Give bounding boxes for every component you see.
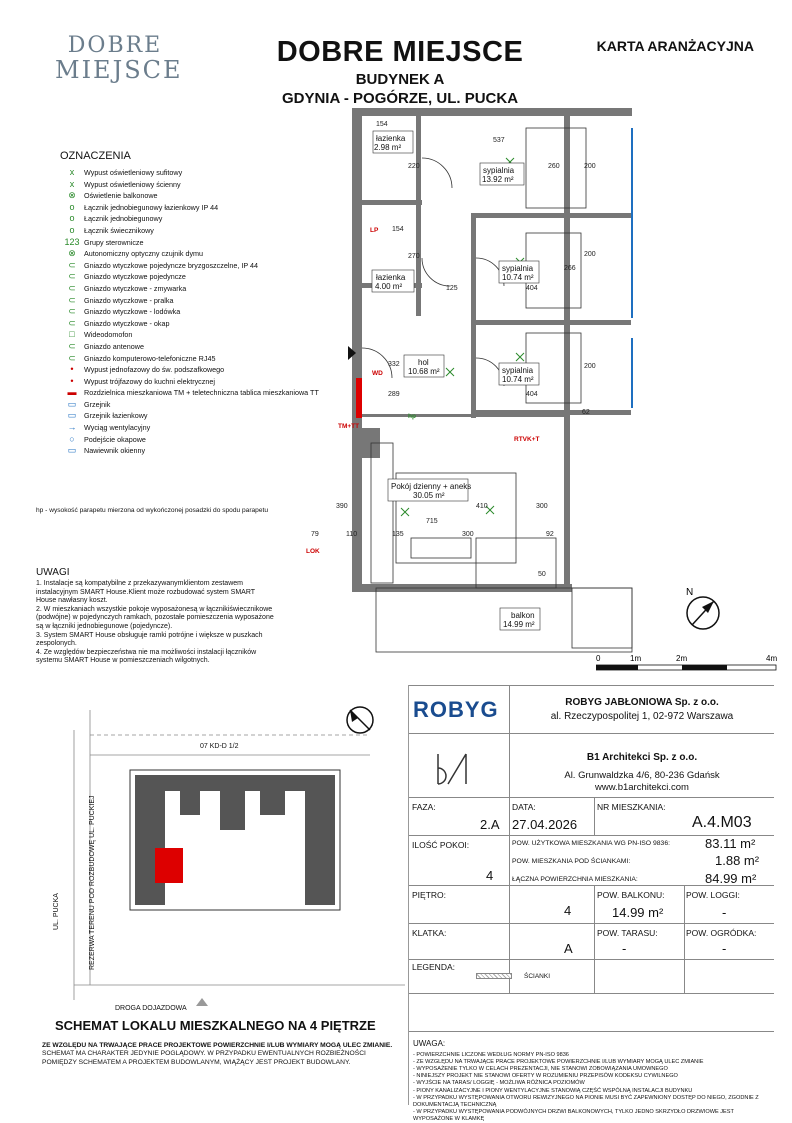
legend-symbol-icon: ▭ bbox=[67, 445, 77, 456]
address-label: GDYNIA - POGÓRZE, UL. PUCKA bbox=[281, 90, 519, 107]
room-area: 30.05 m² bbox=[413, 491, 445, 500]
legend-symbol-icon: 123 bbox=[64, 236, 80, 247]
legend-label: Oświetlenie balkonowe bbox=[84, 191, 158, 201]
room-area: 2.98 m² bbox=[374, 143, 402, 152]
robyg-logo: ROBYG bbox=[413, 697, 499, 722]
pu-label: POW. UŻYTKOWA MIESZKANIA WG PN-ISO 9836: bbox=[512, 840, 670, 847]
floor-plan bbox=[296, 98, 646, 658]
road-label: REZERWA TERENU POD ROZBUDOWĘ UL. PUCKIEJ bbox=[89, 795, 96, 970]
legend-item bbox=[60, 295, 320, 307]
header bbox=[200, 36, 600, 107]
pokoi-value: 4 bbox=[486, 868, 494, 883]
legend-label: Gniazdo antenowe bbox=[84, 341, 144, 351]
taras-label: POW. TARASU: bbox=[597, 928, 658, 938]
site-north-icon bbox=[347, 707, 373, 733]
room-label: sypialnia bbox=[502, 264, 534, 273]
uwagi-title: UWAGI bbox=[36, 567, 70, 578]
klatka-label: KLATKA: bbox=[412, 928, 447, 938]
scale-label: 0 bbox=[596, 655, 601, 663]
legend-label: Łącznik świecznikowy bbox=[84, 225, 154, 235]
schemat-title: SCHEMAT LOKALU MIESZKALNEGO NA 4 PIĘTRZE bbox=[55, 1018, 376, 1033]
b1-logo-icon bbox=[432, 750, 472, 790]
scale-label: 1m bbox=[630, 655, 642, 663]
loggia-value: - bbox=[722, 905, 727, 920]
dim: 715 bbox=[426, 518, 438, 525]
psc-label: POW. MIESZKANIA POD ŚCIANKAMI: bbox=[512, 858, 631, 865]
logo bbox=[55, 33, 183, 84]
legend-label: Gniazdo wtyczkowe - okap bbox=[84, 318, 170, 328]
legend-label: Gniazdo wtyczkowe pojedyncze bryzgoszczelne, IP 44 bbox=[84, 260, 259, 270]
balkon-label: POW. BALKONU: bbox=[597, 890, 665, 900]
legend-item bbox=[60, 306, 320, 318]
legend-symbol-icon: • bbox=[70, 364, 74, 375]
legend-list bbox=[60, 167, 320, 457]
legend-symbol-icon: o bbox=[69, 213, 75, 224]
legend-symbol-icon: ⊂ bbox=[68, 340, 76, 351]
dim: 220 bbox=[408, 163, 420, 170]
legend-label: Wypust oświetleniowy sufitowy bbox=[84, 168, 183, 177]
road-label: DROGA DOJAZDOWA bbox=[115, 1005, 187, 1012]
legend-item bbox=[60, 283, 320, 295]
dim: 404 bbox=[526, 391, 538, 398]
legend-symbol-icon: ⊂ bbox=[68, 352, 76, 363]
legend-symbol-icon: o bbox=[69, 201, 75, 212]
pietro-value: 4 bbox=[564, 903, 572, 918]
lp-mark: LP bbox=[370, 227, 379, 234]
legend-item bbox=[60, 353, 320, 365]
legend-label: Gniazdo wtyczkowe - lodówka bbox=[84, 307, 181, 317]
legend-symbol-icon: o bbox=[69, 224, 75, 235]
dim: 110 bbox=[346, 531, 358, 538]
uwagi-list bbox=[36, 580, 276, 666]
lok-mark: LOK bbox=[306, 548, 320, 555]
legend-label: Wypust jednofazowy do św. podszafkowego bbox=[84, 365, 225, 375]
legend-item bbox=[60, 445, 320, 457]
north-arrow-icon bbox=[678, 585, 728, 635]
room-area: 4.00 m² bbox=[375, 282, 403, 291]
nr-label: NR MIESZKANIA: bbox=[597, 802, 666, 812]
legend-symbol-icon: x bbox=[69, 167, 75, 177]
dim: 200 bbox=[584, 251, 596, 258]
legend-symbol-icon: ⊂ bbox=[68, 317, 76, 328]
room-label: Pokój dzienny + aneks bbox=[391, 482, 472, 491]
pu-value: 83.11 m² bbox=[705, 836, 756, 851]
uwagi-item: 1. Instalacje są kompatybilne z przekazywanymklientom zestawem instalacyjnym SMART House.Klient może rozbudować system SMART House nawłasny koszt. bbox=[36, 580, 255, 605]
legend-item bbox=[60, 237, 320, 249]
nr-value: A.4.M03 bbox=[692, 814, 752, 831]
tm-mark: TM+TT bbox=[338, 423, 360, 430]
legend-item bbox=[60, 434, 320, 446]
dim: 332 bbox=[388, 361, 400, 368]
room-area: 10.74 m² bbox=[502, 273, 534, 282]
tm-panel bbox=[356, 378, 362, 418]
data-label: DATA: bbox=[512, 802, 536, 812]
dim: 135 bbox=[392, 531, 404, 538]
schemat-notes bbox=[42, 1042, 397, 1067]
legend-symbol-icon: ○ bbox=[69, 433, 75, 444]
legend-item bbox=[60, 190, 320, 202]
taras-value: - bbox=[622, 941, 627, 956]
legend-label: Wypust trójfazowy do kuchni elektrycznej bbox=[84, 376, 215, 386]
developer-address: al. Rzeczypospolitej 1, 02-972 Warszawa bbox=[550, 711, 734, 722]
uwaga-item: - W PRZYPADKU WYSTĘPOWANIA PODWÓJNYCH DRZWI BALKONOWYCH, TYLKO JEDNO SKRZYDŁO DRZWIOWE JEST WYPOSAŻONE W KLAMKĘ bbox=[413, 1108, 734, 1122]
dim: 537 bbox=[493, 137, 505, 144]
legend-label: Gniazdo wtyczkowe pojedyncze bbox=[84, 272, 186, 282]
room-label: łazienka bbox=[376, 273, 406, 282]
dim: 125 bbox=[446, 285, 458, 292]
dim: 300 bbox=[536, 503, 548, 510]
legend-symbol-icon: ⊗ bbox=[68, 248, 76, 259]
room-label: sypialnia bbox=[502, 366, 534, 375]
sciank-label: ŚCIANKI bbox=[524, 973, 551, 980]
hp-mark: hp bbox=[408, 413, 416, 420]
architect-name: B1 Architekci Sp. z o.o. bbox=[586, 752, 698, 763]
room-area: 10.74 m² bbox=[502, 375, 534, 384]
legend-symbol-icon: ⊂ bbox=[68, 259, 76, 270]
legend-item bbox=[60, 318, 320, 330]
legenda-label: LEGENDA: bbox=[412, 962, 455, 972]
dim: 50 bbox=[538, 571, 546, 578]
wall-hatch-icon bbox=[476, 973, 512, 979]
pl-label: ŁĄCZNA POWIERZCHNIA MIESZKANIA: bbox=[512, 876, 638, 883]
uwagi-item: 2. W mieszkaniach wszystkie pokoje wyposażonesą w łącznikiświecznikowe (podwójne) w pojedynczych ramkach, pozostałe pomieszczenia wyposażone są w łączniki jednobiegunowe (pojedyncze). bbox=[36, 605, 274, 630]
faza-label: FAZA: bbox=[412, 802, 436, 812]
architect-web: www.b1architekci.com bbox=[595, 782, 689, 793]
uwagi-item: 4. Ze względów bezpieczeństwa nie ma możliwości instalacji łączników systemu SMART House w pomieszczeniach wilgotnych. bbox=[36, 648, 257, 665]
apartment-highlight bbox=[155, 848, 183, 883]
legend-item bbox=[60, 225, 320, 237]
legend-item bbox=[60, 364, 320, 376]
page-title: DOBRE MIEJSCE bbox=[276, 36, 524, 68]
legend-item bbox=[60, 213, 320, 225]
scale-label: 2m bbox=[676, 655, 688, 663]
legend-symbol-icon: ▭ bbox=[67, 410, 77, 421]
legend-item bbox=[60, 179, 320, 191]
legend-item bbox=[60, 376, 320, 388]
klatka-value: A bbox=[564, 941, 573, 956]
legend-label: Gniazdo wtyczkowe - zmywarka bbox=[84, 283, 187, 293]
legend-symbol-icon: x bbox=[69, 178, 75, 189]
legend-symbol-icon: ▭ bbox=[67, 398, 77, 409]
dim: 200 bbox=[584, 163, 596, 170]
pietro-label: PIĘTRO: bbox=[412, 890, 447, 900]
legend-label: Wyciąg wentylacyjny bbox=[84, 423, 151, 433]
legend-label: Gniazdo wtyczkowe - pralka bbox=[84, 295, 174, 305]
uwagi-item: 3. System SMART House obsługuje ramki potrójne i większe w puszkach zespolonych. bbox=[36, 631, 263, 648]
uwaga-item: - NINIEJSZY PROJEKT NIE STANOWI OFERTY W ROZUMIENIU PRZEPISÓW KODEKSU CYWILNEGO bbox=[413, 1073, 678, 1080]
legend-item bbox=[60, 167, 320, 179]
scale-bar bbox=[596, 655, 781, 677]
room-area: 10.68 m² bbox=[408, 367, 440, 376]
legend-label: Łącznik jednobiegunowy bbox=[84, 214, 163, 224]
dim: 260 bbox=[548, 163, 560, 170]
dim: 92 bbox=[546, 531, 554, 538]
legend-label: Wypust oświetleniowy ścienny bbox=[84, 179, 181, 189]
compass-n: N bbox=[686, 587, 694, 598]
card-title: KARTA ARANŻACYJNA bbox=[596, 38, 754, 54]
legend-item bbox=[60, 422, 320, 434]
balkon-value: 14.99 m² bbox=[612, 905, 664, 920]
legend-label: Grzejnik bbox=[84, 399, 111, 409]
architect-address: Al. Grunwaldzka 4/6, 80-236 Gdańsk bbox=[564, 770, 720, 781]
legend-item bbox=[60, 329, 320, 341]
psc-value: 1.88 m² bbox=[715, 853, 760, 868]
legend-label: Grupy sterownicze bbox=[84, 237, 144, 247]
ogrodek-label: POW. OGRÓDKA: bbox=[686, 928, 757, 938]
legend-item bbox=[60, 387, 320, 399]
schemat-note: SCHEMAT MA CHARAKTER JEDYNIE POGLĄDOWY. W PRZYPADKU EWENTUALNYCH ROZBIEŻNOŚCI POMIĘDZY SCHEMATEM A PROJEKTEM BUDOWLANYM, WIĄŻĄCY JEST PROJEKT BUDOWLANY. bbox=[42, 1050, 366, 1066]
legend-symbol-icon: ⊂ bbox=[68, 271, 76, 282]
dim: 79 bbox=[311, 531, 319, 538]
legend-item bbox=[60, 410, 320, 422]
faza-value: 2.A bbox=[480, 817, 500, 832]
uwaga-item: - ZE WZGLĘDU NA TRWAJĄCE PRACE PROJEKTOWE POWIERZCHNIE I/LUB WYMIARY MOGĄ ULEC ZMIANIE bbox=[413, 1059, 704, 1066]
legend-label: Autonomiczny optyczny czujnik dymu bbox=[84, 249, 204, 259]
legend-label: Nawiewnik okienny bbox=[84, 446, 146, 456]
legend-label: Wideodomofon bbox=[84, 330, 133, 340]
legend-label: Gniazdo komputerowo-telefoniczne RJ45 bbox=[84, 353, 216, 363]
ogrodek-value: - bbox=[722, 941, 727, 956]
pl-value: 84.99 m² bbox=[705, 871, 757, 886]
legend-symbol-icon: • bbox=[70, 375, 74, 386]
dim: 410 bbox=[476, 503, 488, 510]
legend-symbol-icon: ⊗ bbox=[68, 190, 76, 201]
legend-label: Rozdzielnica mieszkaniowa TM + teletechniczna tablica mieszkaniowa TT bbox=[84, 388, 319, 398]
dim: 154 bbox=[392, 226, 404, 233]
uwaga-item: - WYPOSAŻENIE TYLKO W CELACH PREZENTACJI, NIE STANOWI ZOBOWIĄZANIA UMOWNEGO bbox=[413, 1066, 668, 1073]
legend-symbol-icon: ⊂ bbox=[68, 306, 76, 317]
legend-label: Podejście okapowe bbox=[84, 434, 146, 444]
uwaga-item: - W PRZYPADKU WYSTĘPOWANIA OTWORU REWIZYJNEGO NA PIONIE MUSI BYĆ ZAPEWNIONY DOSTĘP DO NIEGO, ZGODNIE Z DOKUMENTACJĄ TECHNICZNĄ bbox=[413, 1094, 759, 1108]
developer-name: ROBYG JABŁONIOWA Sp. z o.o. bbox=[565, 697, 719, 708]
logo-line2: MIEJSCE bbox=[55, 56, 183, 84]
logo-line1: DOBRE bbox=[67, 33, 163, 58]
legend-label: Łącznik jednobiegunowy łazienkowy IP 44 bbox=[84, 202, 219, 212]
dim: 270 bbox=[408, 253, 420, 260]
road-label: UL. PUCKA bbox=[53, 893, 60, 930]
dim: 200 bbox=[584, 363, 596, 370]
legend-item bbox=[60, 248, 320, 260]
dim: 289 bbox=[388, 391, 400, 398]
pokoi-label: ILOŚĆ POKOI: bbox=[412, 840, 470, 850]
schemat-note: ZE WZGLĘDU NA TRWAJĄCE PRACE PROJEKTOWE POWIERZCHNIE I/LUB WYMIARY MOGĄ ULEC ZMIANIE. bbox=[42, 1042, 393, 1049]
legend-item bbox=[60, 202, 320, 214]
loggia-label: POW. LOGGI: bbox=[686, 890, 740, 900]
uwaga-item: - PIONY KANALIZACYJNE I PIONY WENTYLACYJNE STANOWIĄ CZĘŚĆ WSPÓLNĄ INSTALACJI BUDYNKU bbox=[413, 1087, 693, 1094]
room-label: sypialnia bbox=[483, 166, 515, 175]
data-value: 27.04.2026 bbox=[512, 817, 578, 832]
hp-note: hp - wysokość parapetu mierzona od wykończonej posadzki do spodu parapetu bbox=[36, 507, 269, 514]
room-area: 13.92 m² bbox=[482, 175, 514, 184]
legend-label: Grzejnik łazienkowy bbox=[84, 411, 148, 421]
legend-title: OZNACZENIA bbox=[60, 150, 131, 162]
scale-label: 4m bbox=[766, 655, 778, 663]
uwaga-item: - WYJŚCIE NA TARAS/ LOGGIĘ - MOŻLIWA RÓŻNICA POZIOMÓW bbox=[413, 1080, 585, 1087]
uwaga-title: UWAGA: bbox=[413, 1039, 446, 1048]
legend-symbol-icon: ⊂ bbox=[68, 282, 76, 293]
dim: 266 bbox=[564, 265, 576, 272]
room-label: balkon bbox=[511, 611, 535, 620]
road-label: 07 KD-D 1/2 bbox=[200, 743, 239, 750]
dim: 390 bbox=[336, 503, 348, 510]
legend-item bbox=[60, 399, 320, 411]
building-label: BUDYNEK A bbox=[355, 71, 445, 88]
dim: 154 bbox=[376, 121, 388, 128]
wd-mark: WD bbox=[372, 370, 383, 377]
legend-item bbox=[60, 260, 320, 272]
legend-symbol-icon: → bbox=[67, 422, 77, 433]
room-area: 14.99 m² bbox=[503, 620, 535, 629]
rtvk-mark: RTVK+T bbox=[514, 436, 540, 443]
legend-item bbox=[60, 341, 320, 353]
site-plan bbox=[30, 700, 405, 1015]
dim: 62 bbox=[582, 409, 590, 416]
uwaga-item: - POWIERZCHNIE LICZONE WEDŁUG NORMY PN-ISO 9836 bbox=[413, 1052, 569, 1059]
legend-item bbox=[60, 271, 320, 283]
dim: 404 bbox=[526, 285, 538, 292]
dim: 300 bbox=[462, 531, 474, 538]
room-label: łazienka bbox=[376, 134, 406, 143]
legend-symbol-icon: □ bbox=[69, 329, 75, 340]
room-label: hol bbox=[418, 358, 429, 367]
legend-symbol-icon: ⊂ bbox=[68, 294, 76, 305]
legend-symbol-icon: ▬ bbox=[67, 387, 77, 398]
